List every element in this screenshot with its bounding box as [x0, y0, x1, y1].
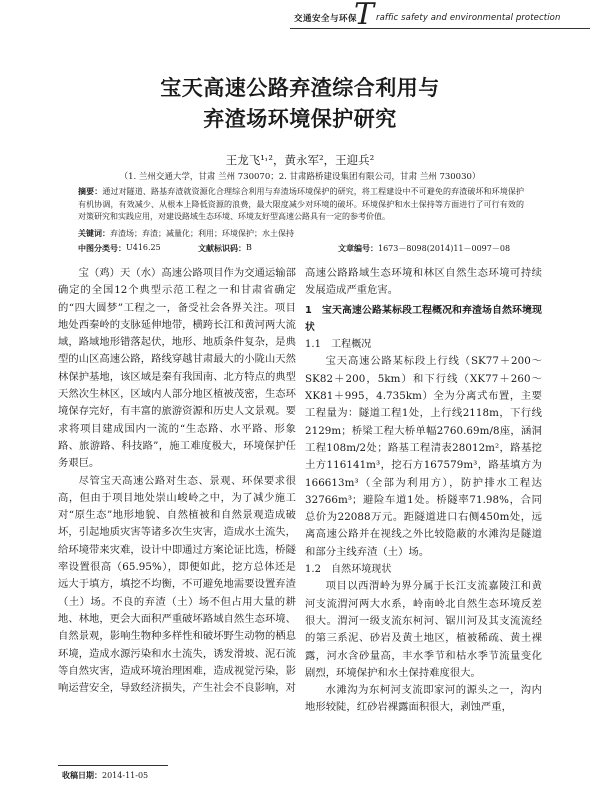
- section-name-cn: 交通安全与环保: [294, 14, 358, 24]
- body-paragraph: 高速公路路域生态环境和林区自然生态环境可持续发展造成严重危害。: [305, 267, 542, 297]
- body-paragraph: 水滩沟为东柯河支流即家河的源头之一，沟内地形较陡，红砂岩裸露面积很大，剥蚀严重，: [305, 684, 542, 714]
- body-paragraph: 宝（鸡）天（水）高速公路项目作为交通运输部确定的全国12个典型示范工程之一和甘肃省确定的“四大圆梦”工程之一，备受社会各界关注。项目地处西秦岭的支脉延伸地带，横跨长江和黄河两大流域，路域地形错落起伏，地形、地质条件复杂，是典型的山区高速公路，路线穿越甘肃最大的小陇山天然林保护基地，该区域是秦有我国南、北方特点的典型天然次生林区，区域内人部分地区植被茂密，生态环境保存完好，有丰富的旅游资源和历史人文景观。要求将项目建成国内一流的“生态路、水平路、形象路、旅游路、科技路”，施工难度极大，环境保护任务艰巨。: [58, 267, 296, 470]
- abstract-text: 通过对隧道、路基弃渣就资源化合理综合利用与弃渣场环境保护的研究，将工程建设中不可避免的弃渣破坏和环境保护有机协调，有效减少、从根本上降低资源的浪费，最大限度减少对环境的破坏。环境保护和水土保持等方面进行了可行有效的对策研究和实践应用，对建设路域生态环境、环境友好型高速公路具有一定的参考价值。: [78, 187, 525, 221]
- footnote-rule: [58, 765, 168, 766]
- header-rule: [290, 28, 590, 29]
- paper-authors: 王龙飞¹˒²，黄永军²，王迎兵²: [225, 153, 375, 167]
- body-paragraph: 尽管宝天高速公路对生态、景观、环保要求很高，但由于项目地处崇山峻岭之中，为了减少施工对“原生态”地形地貌、自然植被和自然景观造成破坏，引起地质灾害等诸多次生灾害，造成水土流失，给环境带来灾难，设计中即通过方案论证比选，桥隧率设置很高（65.95%），即便如此，挖方总体还是远大于填方，填挖不均衡，不可避免地需要设置弃渣（土）场。不良的弃渣（土）场不但占用大量的耕地、林地，更会大面积严重破坏路域自然生态环境、自然景观，影响生物种多样性和破坏野生动物的栖息环境，造成水源污染和水土流失，诱发滑坡、泥石流等自然灾害，造成环境治理困难，造成视觉污染，影响运营安全，导致经济损失，产生社会不良影响，对: [58, 474, 296, 695]
- received-date: 收稿日期：2014-11-05: [62, 771, 149, 780]
- paper-title-line-2: 弃渣场环境保护研究: [203, 107, 397, 131]
- document-code: 文献标识码： B: [198, 243, 252, 253]
- right-column: [305, 265, 542, 717]
- section-1-1-heading: 1.1 工程概况: [305, 339, 372, 351]
- journal-header: [290, 0, 590, 32]
- section-name-en: raffic safety and environmental protection: [376, 13, 561, 23]
- abstract: [78, 186, 524, 224]
- paper-affiliations: （1. 兰州交通大学，甘肃 兰州 730070；2. 甘肃路桥建设集团有限公司，甘肃 兰州 730030）: [119, 172, 481, 182]
- section-initial-logo: T: [354, 0, 375, 32]
- section-1-2-heading: 1.2 自然环境现状: [305, 564, 392, 576]
- keywords: [78, 228, 524, 239]
- article-number: 文章编号： 1673－8098(2014)11－0097－08: [338, 244, 511, 253]
- left-column: [58, 265, 296, 697]
- clc-code: 中图分类号： U416.25: [78, 243, 161, 253]
- body-paragraph: 宝天高速公路某标段上行线（SK77＋200～SK82＋200，5km）和下行线（XK77＋260～XK81＋995，4.735km）全为分离式布置，主要工程量为：隧道工程1处，上行线2118m，下行线2129m；桥梁工程大桥单幅2760.69m/8座，涵洞工程108m/2处；路基工程清表28012m²，路基挖土方116141m³，挖石方167579m³，路基填方为166613m³（全部为利用方），防护排水工程达32766m³；避险车道1处。桥隧率71.98%，合同总价为22088万元。距隧道进口右侧450m处，远离高速公路并在视线之外比较隐蔽的水滩沟是隧道和部分主线弃渣（土）场。: [305, 355, 542, 558]
- keywords-text: 弃渣场；弃渣；减量化；利用；环境保护；水土保持: [110, 229, 294, 238]
- section-1-heading: 1 宝天高速公路某标段工程概况和弃渣场自然环境现状: [305, 304, 542, 333]
- body-paragraph: 项目以西渭岭为界分属于长江支流嘉陵江和黄河支流渭河两大水系，岭南岭北自然生态环境反差很大。渭河一级支流东柯河、锯川河及其支流流经的第三系泥、砂岩及黄土地区，植被稀疏、黄土裸露，河水含砂量高，丰水季节和枯水季节流量变化剧烈，环境保护和水土保持难度很大。: [305, 580, 542, 679]
- abstract-label: 摘要：: [78, 187, 103, 196]
- keywords-label: 关键词：: [78, 229, 110, 238]
- paper-title-line-1: 宝天高速公路弃渣综合利用与: [160, 76, 440, 100]
